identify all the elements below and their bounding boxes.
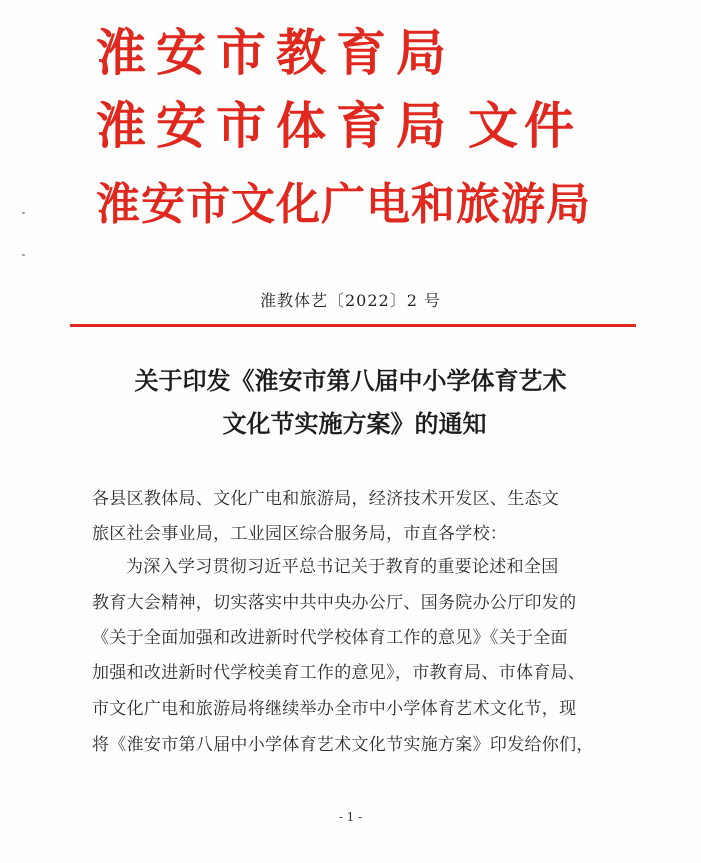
body-text-line: 市文化广电和旅游局将继续举办全市中小学体育艺术文化节，现: [92, 699, 577, 719]
issuer-line-3: 淮安市文化广电和旅游局: [96, 179, 591, 230]
issuer-line-1: 淮安市教育局: [96, 23, 456, 82]
document-title-line-1: 关于印发《淮安市第八届中小学体育艺术: [134, 366, 567, 395]
document-title-line-2: 文化节实施方案》的通知: [222, 409, 487, 438]
issuer-line-2: [96, 96, 580, 155]
body-text-line: 各县区教体局、文化广电和旅游局，经济技术开发区、生态文: [92, 489, 560, 509]
scan-artifact: [22, 254, 25, 256]
scan-artifact: [22, 212, 25, 214]
red-divider-line: [70, 324, 636, 327]
issuer-document-suffix: 文件: [468, 96, 580, 155]
body-text-line: 加强和改进新时代学校美育工作的意见》，市教育局、市体育局、: [92, 663, 586, 683]
body-text-line: 为深入学习贯彻习近平总书记关于教育的重要论述和全国: [126, 557, 559, 577]
page-number: - 1 -: [338, 810, 363, 824]
issuer-line-2-name: 淮安市体育局: [96, 96, 456, 155]
body-text-line: 将《淮安市第八届中小学体育艺术文化节实施方案》印发给你们，: [92, 735, 594, 755]
body-text-line: 教育大会精神，切实落实中共中央办公厅、国务院办公厅印发的: [92, 593, 577, 613]
body-text-line: 旅区社会事业局，工业园区综合服务局，市直各学校：: [92, 524, 508, 544]
body-text-line: 《关于全面加强和改进新时代学校体育工作的意见》《关于全面: [92, 628, 568, 648]
document-number: 淮教体艺〔2022〕2 号: [260, 291, 441, 310]
